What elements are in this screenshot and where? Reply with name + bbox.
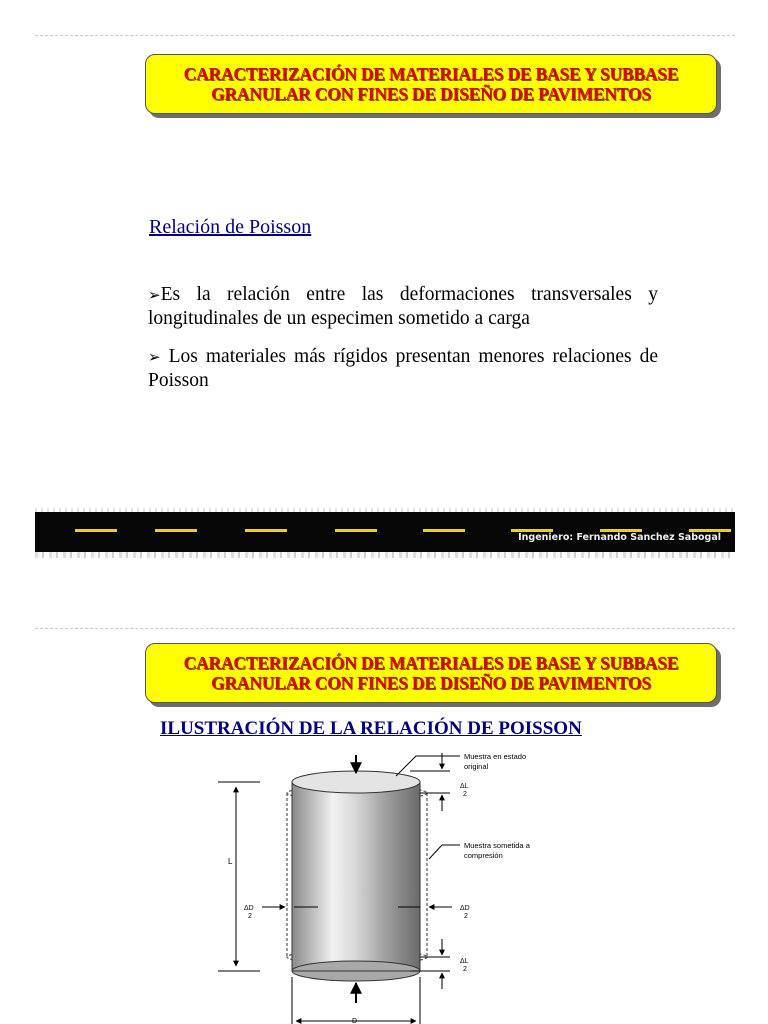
- slide-2-title-box: [145, 643, 717, 703]
- slide-2-dashed-divider: [35, 628, 735, 629]
- label-two-top-l: 2: [463, 791, 467, 798]
- road-lane-dash: [423, 529, 465, 532]
- bullet-item-2: [148, 345, 658, 392]
- label-L: L: [228, 857, 233, 866]
- label-delta-l-top: ΔL: [460, 783, 469, 790]
- label-delta-l-bottom: ΔL: [460, 958, 469, 965]
- title-line-2: GRANULAR CON FINES DE DISEÑO DE PAVIMENTOS: [211, 673, 651, 693]
- label-D: D: [352, 1018, 358, 1024]
- label-compressed-line-1: Muestra sometida a: [464, 841, 530, 850]
- bullet-arrow-icon: ➢: [148, 286, 161, 304]
- label-two-bottom-l: 2: [463, 966, 467, 973]
- label-original-line-1: Muestra en estado: [464, 752, 527, 761]
- label-two-left-d: 2: [248, 913, 252, 920]
- title-line-2: GRANULAR CON FINES DE DISEÑO DE PAVIMENTOS: [211, 84, 651, 104]
- bullet-item-1: [148, 283, 658, 330]
- road-lane-dash: [335, 529, 377, 532]
- label-delta-d-right: ΔD: [460, 905, 470, 912]
- top-dashed-divider: [35, 35, 735, 36]
- label-original-line-2: original: [464, 762, 489, 771]
- callout-compressed-leader: [429, 845, 460, 859]
- bullet-text-1: Es la relación entre las deformaciones transversales y longitudinales de un especimen sometido a carga: [148, 284, 658, 329]
- road-lane-dash: [245, 529, 287, 532]
- section-subtitle: Relación de Poisson: [149, 216, 312, 238]
- road-lane-dash: [75, 529, 117, 532]
- poisson-cylinder-figure: [210, 745, 560, 1024]
- title-line-1: CARACTERIZACIÓN DE MATERIALES DE BASE Y SUBBASE: [183, 653, 679, 673]
- bullet-text-2: Los materiales más rígidos presentan menores relaciones de Poisson: [148, 346, 658, 391]
- road-gravel-edge: [35, 552, 735, 558]
- illustration-title: ILUSTRACIÓN DE LA RELACIÓN DE POISSON: [160, 718, 582, 739]
- road-lane-dash: [155, 529, 197, 532]
- cylinder-icon: [292, 771, 420, 981]
- label-two-right-d: 2: [464, 913, 468, 920]
- title-line-1: CARACTERIZACIÓN DE MATERIALES DE BASE Y SUBBASE: [183, 64, 679, 84]
- label-delta-d-left: ΔD: [244, 905, 254, 912]
- slide-1-title-box: [145, 54, 717, 114]
- bullet-arrow-icon: ➢: [148, 348, 161, 366]
- length-dimension: [218, 782, 260, 971]
- callout-original-leader: [396, 756, 460, 776]
- label-compressed-line-2: compresión: [464, 851, 503, 860]
- footer-author: Ingeniero: Fernando Sanchez Sabogal: [518, 532, 721, 543]
- road-footer-band: [35, 512, 735, 552]
